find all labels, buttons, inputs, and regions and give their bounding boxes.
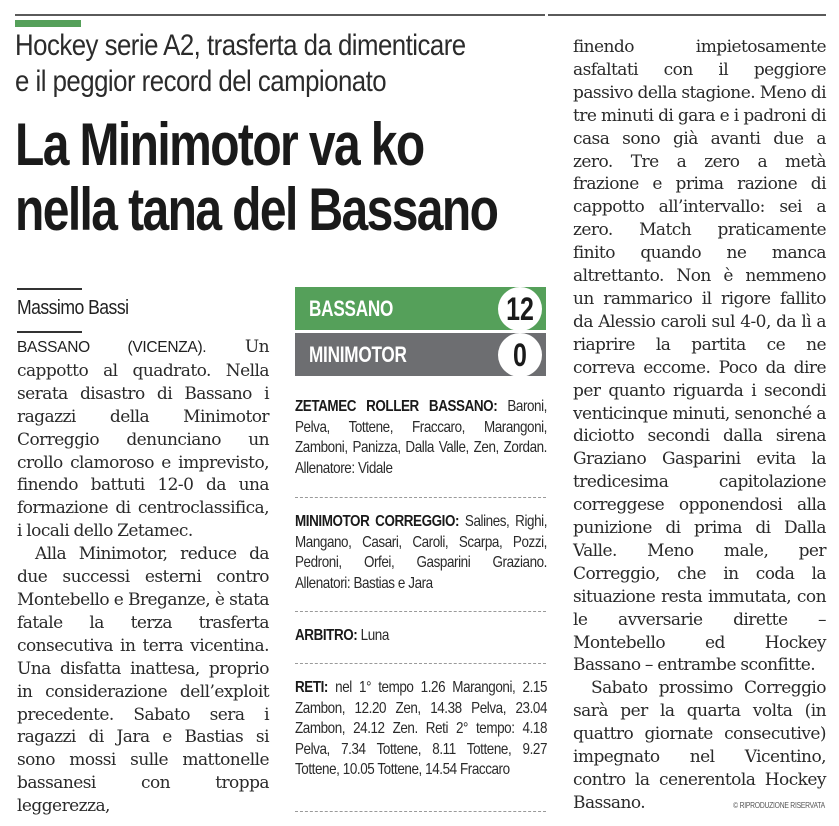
copyright-notice: © RIPRODUZIONE RISERVATA [733, 801, 825, 810]
divider [295, 811, 546, 812]
lineup-home-text: Baroni, Pelva, Tottene, Fraccaro, Marangoni, Zamboni, Panizza, Dalla Valle, Zen, Zordan. Allenatore: Vidale [295, 398, 547, 477]
headline-line-2: nella tana del Bassano [15, 176, 498, 243]
section-accent-bar [15, 20, 81, 27]
lineup-home-label: ZETAMEC ROLLER BASSANO: [295, 398, 498, 415]
top-rule-left [15, 14, 545, 16]
paragraph: Sabato prossimo Correggio sarà per la quarta volta (in quattro giornate consecutive) impegnato nel Vicentino, contro la cenerentola Hockey Bassano. [573, 678, 826, 813]
goals [295, 678, 546, 781]
away-score-badge [498, 333, 542, 377]
kicker-line-2: e il peggior record del campionato [15, 65, 387, 98]
lineup-away-text: Salines, Righi, Mangano, Casari, Caroli, Scarpa, Pozzi, Pedroni, Orfei, Gasparini Graziano. Allenatori: Bastias e Jara [295, 513, 548, 592]
scoreboard-home [295, 287, 546, 330]
kicker-line-1: Hockey serie A2, trasferta da dimenticare [15, 29, 466, 62]
headline [15, 112, 497, 242]
headline-line-1: La Minimotor va ko [15, 111, 424, 178]
byline: Massimo Bassi [17, 297, 129, 319]
referee-label: ARBITRO: [295, 627, 358, 644]
home-score-badge [498, 287, 542, 331]
away-team-name: MINIMOTOR [309, 342, 407, 367]
article-column-1 [17, 336, 269, 818]
kicker [15, 28, 479, 100]
paragraph: finendo impietosamente asfaltati con il peggiore passivo della stagione. Meno di tre minuti di gara e i padroni di casa sono già avanti due a zero. Tre a zero a metà frazione e prima razione di cappotto all’intervallo: sei a zero. Match praticamente finito quando ne manca altrettanto. Non è nemmeno un rammarico il rigore fallito da Alessio caroli sul 4-0, da lì a riaprire la partita ce ne correva eccome. Poco da dire per quanto riguarda i secondi venticinque minuti, senonché a diciotto secondi dalla sirena Graziano Gasparini evita la tredicesima capitolazione correggese opponendosi alla punizione di prima di Dalla Valle. Meno male, per Correggio, che in coda la situazione resta immutata, con le avversarie dirette – Montebello ed Hockey Bassano – entrambe sconfitte. [573, 37, 826, 676]
divider [295, 497, 546, 498]
goals-label: RETI: [295, 679, 328, 696]
goals-text: nel 1° tempo 1.26 Marangoni, 2.15 Zambon, 12.20 Zen, 14.38 Pelva, 23.04 Zambon, 24.12 Zen. Reti 2° tempo: 4.18 Pelva, 7.34 Tottene, 8.11 Tottene, 9.27 Tottene, 10.05 Tottene, 14.54 Fraccaro [295, 679, 547, 778]
lineup-away-label: MINIMOTOR CORREGGIO: [295, 513, 460, 530]
byline-rule-bottom [17, 331, 82, 333]
top-rule-right [548, 14, 826, 16]
divider [295, 663, 546, 664]
dateline: BASSANO (VICENZA). [17, 339, 207, 356]
away-score: 0 [513, 337, 527, 373]
home-team-name: BASSANO [309, 296, 394, 321]
referee [295, 626, 546, 647]
home-score: 12 [506, 291, 534, 327]
divider [295, 611, 546, 612]
lineup-away [295, 512, 546, 594]
lineup-home [295, 397, 546, 479]
scoreboard-away [295, 333, 546, 376]
paragraph: Alla Minimotor, reduce da due successi esterni contro Montebello e Breganze, è stata fatale la terza trasferta consecutiva in terra vicentina. Una disfatta inattesa, proprio in considerazione dell’exploit precedente. Sabato sera i ragazzi di Jara e Bastias si sono mossi sulle mattonelle bassanesi con troppa leggerezza, [17, 544, 269, 817]
article-column-3 [573, 36, 826, 815]
paragraph-text: Un cappotto al quadrato. Nella serata disastro di Bassano i ragazzi della Minimotor Correggio denunciano un crollo clamoroso e imprevisto, finendo battuti 12-0 da una formazione di centroclassifica, i locali dello Zetamec. [17, 337, 269, 542]
byline-rule-top [17, 288, 82, 290]
paragraph [17, 336, 269, 543]
referee-text: Luna [360, 627, 389, 644]
